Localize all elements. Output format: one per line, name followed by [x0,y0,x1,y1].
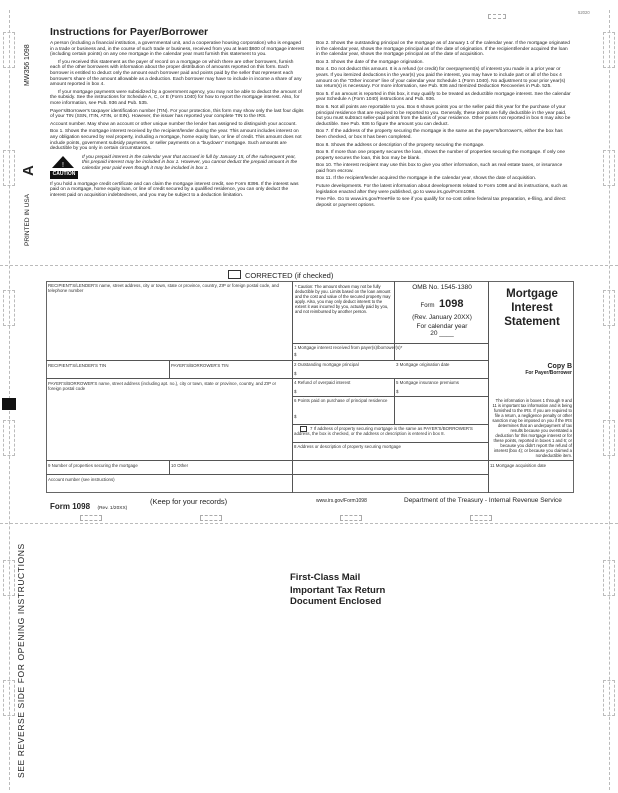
payer-tin-label: PAYER'S/BORROWER'S TIN [171,363,229,368]
instruction-paragraph: Free File. Go to www.irs.gov/FreeFile to see if you qualify for no-cost online federal tax preparation, e-filing, and direct deposit or payment options. [316,197,566,208]
instruction-paragraph: Box 1. Shows the mortgage interest received by the recipient/lender during the year. This amount includes interest on any obligation secured by real property, including a mortgage, home equity loan, or line of credit. This amount does not include points, government subsidy payments, or seller payments on a "buydown" mortgage. Such amounts are deductible by you only in certain circumstances. [50,129,302,152]
fold-line-top [0,265,618,266]
instruction-paragraph: If you received this statement as the payer of record on a mortgage on which there are other borrowers, furnish each of the other borrowers with information about the proper distribution of amounts reported on this form. Each borrower is entitled to deduct only the amount each borrower paid and points paid by the seller that represent each borrower's share of the amount allowable as a deduction. Each borrower may have to include in income a share of any amount reported in box 4. [50,59,302,88]
footer-keep: (Keep for your records) [150,497,228,506]
caution-block [50,155,304,179]
grid-line [292,343,488,344]
grid-line [46,460,574,461]
instruction-paragraph: Box 6. Not all points are reportable to you. Box 6 shows points you or the seller paid this year for the purchase of your principal residence that are required to be reported to you. Generally, these points are fully deductible in the year paid, but you must subtract seller-paid points from the basis of your residence. Other points not reported in box 6 may also be deductible. See Pub. 936 to figure the amount you can deduct. [316,104,571,127]
box8-label: 8 Address or description of property securing mortgage [294,444,401,449]
copy-label: Copy B [547,363,572,370]
caution-box-text: * Caution: The amount shown may not be fully deductible by you. Limits based on the loan amount and the cost and value of the secured property may apply. Also, you may only deduct interest to the extent it was incurred by you, actually paid by you, and not reimbursed by another person. [295,284,391,314]
grid-line [292,442,488,443]
instruction-paragraph: If you hold a mortgage credit certificate and can claim the mortgage interest credit, see Form 8396. If the interest was paid on a mortgage, home equity loan, or line of credit secured by a qualified residence, you can only deduct the interest paid on acquisition indebtedness, and you may be subject to a deduction limitation. [50,181,299,199]
tear-mark [200,515,222,521]
mailing-block [290,572,385,607]
grid-line [46,474,488,475]
recipient-tin-label: RECIPIENT'S/LENDER'S TIN [48,363,107,368]
instruction-paragraph: Box 7. If the address of the property securing the mortgage is the same as the payer's/borrower's, either the box has been checked, or box 8 has been completed. [316,129,563,140]
corrected-checkbox[interactable] [228,270,241,279]
fold-line-bottom [0,523,618,524]
grid-line [292,424,488,425]
instruction-paragraph: Future developments. For the latest information about developments related to Form 1098 and its instructions, such as legislation enacted after they were published, go to www.irs.gov/Form1098. [316,184,568,195]
grid-line [292,281,293,493]
printed-in-usa: PRINTED IN USA [24,193,31,246]
account-number-field[interactable] [48,483,288,491]
box10-label: 10 Other [171,463,189,468]
form-footer-left [50,496,127,514]
footer-dept: Department of the Treasury - Internal Revenue Service [404,497,562,504]
edge-mark [3,680,15,716]
svg-text:!: ! [62,161,64,169]
instruction-paragraph: Payer's/Borrower's taxpayer identification number (TIN). For your protection, this form may show only the last four digits of your TIN (SSN, ITIN, ATIN, or EIN). However, the issuer has reported your complete TIN to the IRS. [50,108,304,120]
box1-dollar: $ [294,352,297,357]
copy-for: For Payer/Borrower [525,370,572,376]
form-id-block [396,284,488,337]
caution-text: If you prepaid interest in the calendar year that accrued in full by January 15, of the subsequent year, this prepaid interest may be included in box 1. However, you cannot deduct the prepaid amount in the calendar year paid even though it may be included in box 1. [82,154,298,171]
payer-name-field[interactable] [48,388,288,458]
grid-line [46,360,488,361]
corrected-label: CORRECTED (if checked) [245,271,334,280]
instruction-paragraph: A person (including a financial institution, a governmental unit, and a cooperative housing corporation) who is engaged in a trade or business and, in the course of such trade or business, received from you at least $600 of mortgage interest (including certain points) on any one mortgage in the calendar year must furnish this statement to you. [50,41,304,58]
box11-label: 11 Mortgage acquisition date [490,463,547,468]
box4-label: 4 Refund of overpaid interest [294,380,351,385]
instruction-paragraph: Box 5. If an amount is reported in this box, it may qualify to be treated as deductible mortgage interest. See the calendar year Schedule A (Form 1040) instructions and Pub. 936. [316,91,571,103]
instruction-paragraph: Box 10. The interest recipient may use this box to give you other information, such as real estate taxes, or insurance paid from escrow. [316,163,563,174]
instruction-paragraph: Box 2. Shows the outstanding principal on the mortgage as of January 1 of the calendar year. If the mortgage originated in the calendar year, shows the mortgage principal as of the date of origination. If the recipient/lender acquired the loan in the calendar year, shows the mortgage principal as of the date of acquisition. [316,41,570,58]
edge-mark [603,290,615,326]
box1-label: 1 Mortgage interest received from payer(s)/borrower(s)* [294,345,403,350]
instruction-paragraph: Box 11. If the recipient/lender acquired the mortgage in the calendar year, shows the date of acquisition. [316,176,537,182]
version-letter: A [20,165,37,176]
instruction-paragraph: Box 8. Shows the address or description of the property securing the mortgage. [316,142,485,148]
box6-dollar: $ [294,414,297,419]
calendar-year-label: For calendar year [416,323,468,330]
mail-class: First-Class Mail [290,572,361,583]
box2-dollar: $ [294,371,297,376]
omb-number: OMB No. 1545-1380 [412,284,472,291]
edge-mark [3,150,15,186]
instruction-paragraph: Box 3. Shows the date of the mortgage origination. [316,59,424,65]
edge-mark [3,32,15,68]
account-number-label: Account number (see instructions) [48,477,115,482]
grid-line [46,378,488,379]
tear-mark [80,515,102,521]
recipient-tin-field[interactable] [48,369,166,377]
edge-mark [603,32,615,68]
box9-label: 9 Number of properties securing the mortgage [48,463,138,468]
box6-label: 6 Points paid on purchase of principal residence [294,398,388,403]
edge-mark [603,560,615,596]
right-perforation [609,10,610,790]
edge-mark [603,150,615,186]
box1-amount-field[interactable] [300,351,486,359]
instruction-paragraph: If your mortgage payments were subsidized by a government agency, you may not be able to deduct the amount of the subsidy. See the instructions for Schedule A, C, or E (Form 1040) for how to report the mortgage interest. Also, for more information, see Pub. 936 and Pub. 535. [50,89,302,106]
grid-line [169,360,170,378]
instruction-paragraph: Account number. May show an account or other unique number the lender has assigned to distinguish your account. [50,121,297,127]
copy-block [490,363,572,376]
footer-form: Form 1098 [50,502,91,511]
grid-line [488,281,489,493]
instructions-title: Instructions for Payer/Borrower [50,26,209,38]
caution-label: CAUTION [50,171,78,179]
payer-tin-field[interactable] [171,369,289,377]
recipient-name-label: RECIPIENT'S/LENDER'S name, street address, city or town, state or province, country, ZIP or foreign postal code, and telephone number [48,283,279,293]
caution-badge [50,155,78,179]
tear-mark [470,515,492,521]
form-code-vertical: MW356 1098 [24,44,31,86]
box4-dollar: $ [294,389,297,394]
instructions-left-column [50,41,304,201]
instruction-paragraph: Box 9. If more than one property secures the loan, shows the number of properties securing the mortgage. If only one property secures the loan, this box may be blank. [316,150,566,161]
edge-mark [3,290,15,326]
form-number: 1098 [438,298,464,310]
tear-mark [340,515,362,521]
edge-mark [3,560,15,596]
mail-note-line2: Document Enclosed [290,596,382,607]
calendar-year-field[interactable]: 20 ____ [430,330,454,337]
instructions-right-column [316,41,572,210]
recipient-name-field[interactable] [48,290,288,358]
form-revision: (Rev. January 20XX) [412,314,472,321]
top-mark [488,14,506,19]
caution-triangle-icon [50,155,76,169]
reverse-side-note: SEE REVERSE SIDE FOR OPENING INSTRUCTIONS [16,543,26,778]
payer-name-label: PAYER'S/BORROWER'S name, street address (including apt. no.), city or town, state or province, country, and ZIP or foreign postal code [48,381,277,391]
edge-mark [603,680,615,716]
edge-mark [3,420,15,456]
top-code: 52020 [578,10,590,15]
form-word: Form [420,303,435,309]
edge-mark [603,420,615,456]
instruction-paragraph: Box 4. Do not deduct this amount. It is a refund (or credit) for overpayment(s) of interest you made in a prior year or years. If you itemized deductions in the year(s) you paid the interest, you may have to include part or all of the box 4 amount on the "Other income" line of your calendar year Schedule 1 (Form 1040). No adjustment to your prior year(s) tax return(s) is necessary. For more information, see Pub. 936 and Itemized Deduction Recoveries in Pub. 525. [316,67,566,90]
box5-label: 5 Mortgage insurance premiums [396,380,459,385]
grid-line [292,396,488,397]
box5-dollar: $ [396,389,399,394]
mail-note-line1: Important Tax Return [290,585,386,596]
form-number-line [396,294,488,312]
form-title: Mortgage Interest Statement [504,288,560,328]
box2-label: 2 Outstanding mortgage principal [294,362,359,367]
box7-label: 7 If address of property securing mortgage is the same as PAYER'S/BORROWER'S address, the box is checked, or the address or description is entered in box 8. [294,426,473,436]
grid-line [394,378,395,424]
footer-url: www.irs.gov/Form1098 [316,498,367,504]
registration-mark [2,398,16,410]
side-note: The information in boxes 1 through 9 and 11 is important tax information and is being furnished to the IRS. If you are required to file a return, a negligence penalty or other sanction may be imposed on you if the IRS determines that an underpayment of tax results because you overstated a deduction for this mortgage interest or for these points, reported in boxes 1 and 6; or because you didn't report the refund of interest (box 4); or because you claimed a nondeductible item. [492,398,572,458]
box3-label: 3 Mortgage origination date [396,362,450,367]
footer-rev: (Rev. 1/20XX) [97,506,128,511]
grid-line [169,460,170,474]
